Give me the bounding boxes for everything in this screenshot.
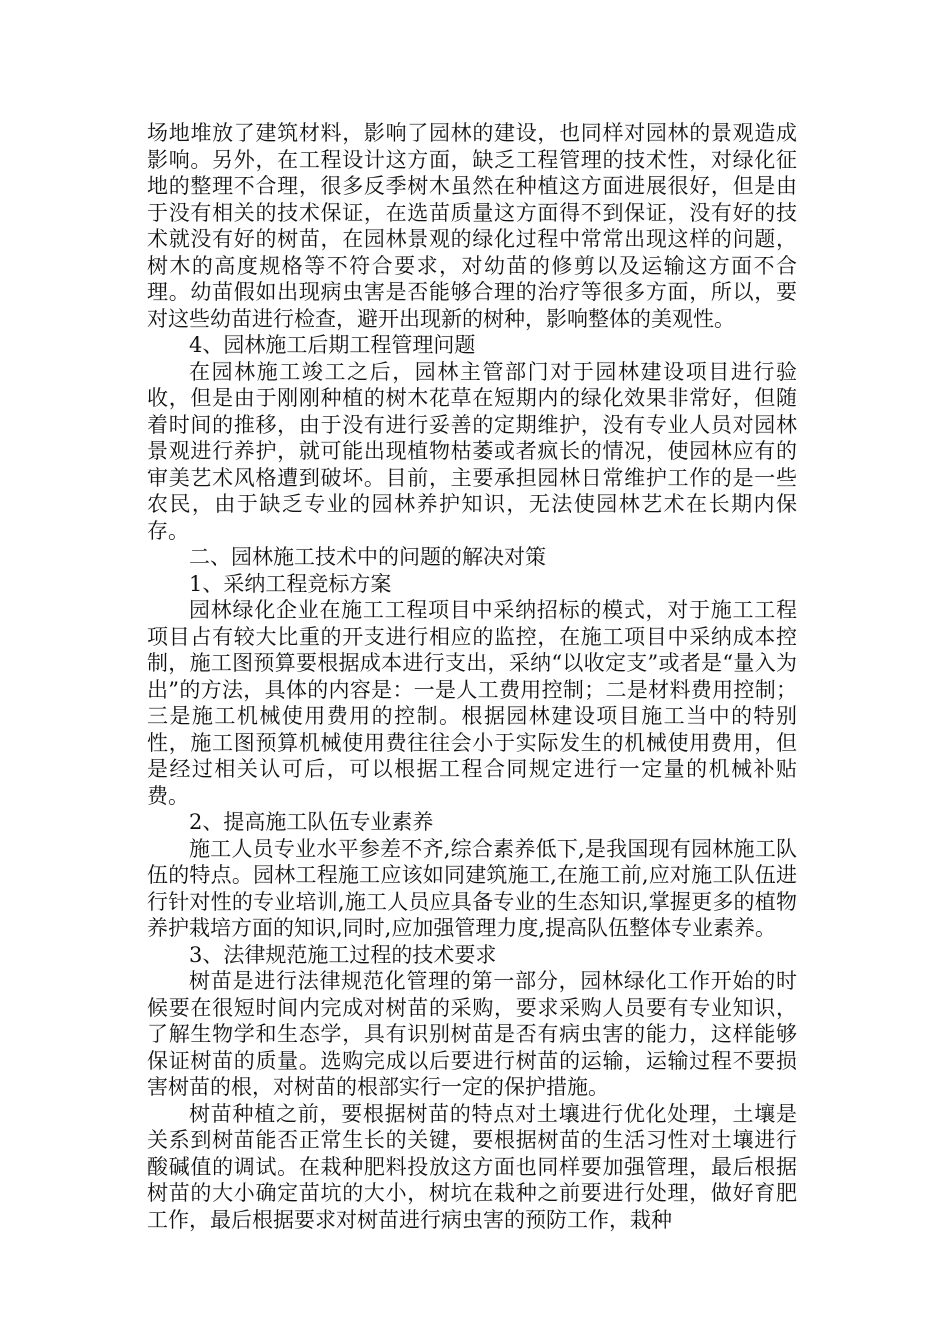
paragraph: 在园林施工竣工之后，园林主管部门对于园林建设项目进行验收，但是由于刚刚种植的树木花草在短期内的绿化效果非常好，但随着时间的推移，由于没有进行妥善的定期维护，没有专业人员对园林景观进行养护，就可能出现植物枯萎或者疯长的情况，使园林应有的审美艺术风格遭到破坏。目前，主要承担园林日常维护工作的是一些农民，由于缺乏专业的园林养护知识，无法使园林艺术在长期内保存。 bbox=[147, 359, 797, 543]
paragraph: 树苗是进行法律规范化管理的第一部分，园林绿化工作开始的时候要在很短时间内完成对树苗的采购，要求采购人员要有专业知识，了解生物学和生态学，具有识别树苗是否有病虫害的能力，这样能够保证树苗的质量。选购完成以后要进行树苗的运输，运输过程不要损害树苗的根，对树苗的根部实行一定的保护措施。 bbox=[147, 969, 797, 1099]
paragraph: 施工人员专业水平参差不齐,综合素养低下,是我国现有园林施工队伍的特点。园林工程施工应该如同建筑施工,在施工前,应对施工队伍进行针对性的专业培训,施工人员应具备专业的生态知识,掌握更多的植物养护栽培方面的知识,同时,应加强管理力度,提高队伍整体专业素养。 bbox=[147, 836, 797, 940]
paragraph: 树苗种植之前，要根据树苗的特点对土壤进行优化处理，土壤是关系到树苗能否正常生长的关键，要根据树苗的生活习性对土壤进行酸碱值的调试。在栽种肥料投放这方面也同样要加强管理，最后根据树苗的大小确定苗坑的大小，树坑在栽种之前要进行处理，做好育肥工作，最后根据要求对树苗进行病虫害的预防工作，栽种 bbox=[147, 1101, 797, 1232]
paragraph: 园林绿化企业在施工工程项目中采纳招标的模式，对于施工工程项目占有较大比重的开支进行相应的监控，在施工项目中采纳成本控制，施工图预算要根据成本进行支出，采纳“以收定支”或者是“量入为出”的方法，具体的内容是：一是人工费用控制；二是材料费用控制；三是施工机械使用费用的控制。根据园林建设项目施工当中的特别性，施工图预算机械使用费往往会小于实际发生的机械使用费用，但是经过相关认可后，可以根据工程合同规定进行一定量的机械补贴费。 bbox=[147, 598, 797, 808]
paragraph-continuation: 场地堆放了建筑材料，影响了园林的建设，也同样对园林的景观造成影响。另外，在工程设计这方面，缺乏工程管理的技术性，对绿化征地的整理不合理，很多反季树木虽然在种植这方面进展很好，但是由于没有相关的技术保证，在选苗质量这方面得不到保证，没有好的技术就没有好的树苗，在园林景观的绿化过程中常常出现这样的问题，树木的高度规格等不符合要求，对幼苗的修剪以及运输这方面不合理。幼苗假如出现病虫害是否能够合理的治疗等很多方面，所以，要对这些幼苗进行检查，避开出现新的树种，影响整体的美观性。 bbox=[147, 121, 797, 331]
section-heading-1: 1、采纳工程竞标方案 bbox=[189, 571, 392, 596]
chapter-heading-2: 二、园林施工技术中的问题的解决对策 bbox=[189, 545, 546, 569]
section-heading-3: 3、法律规范施工过程的技术要求 bbox=[189, 942, 497, 967]
section-heading-2: 2、提高施工队伍专业素养 bbox=[189, 810, 434, 834]
document-body bbox=[147, 120, 797, 1233]
section-heading-4: 4、园林施工后期工程管理问题 bbox=[189, 333, 476, 357]
